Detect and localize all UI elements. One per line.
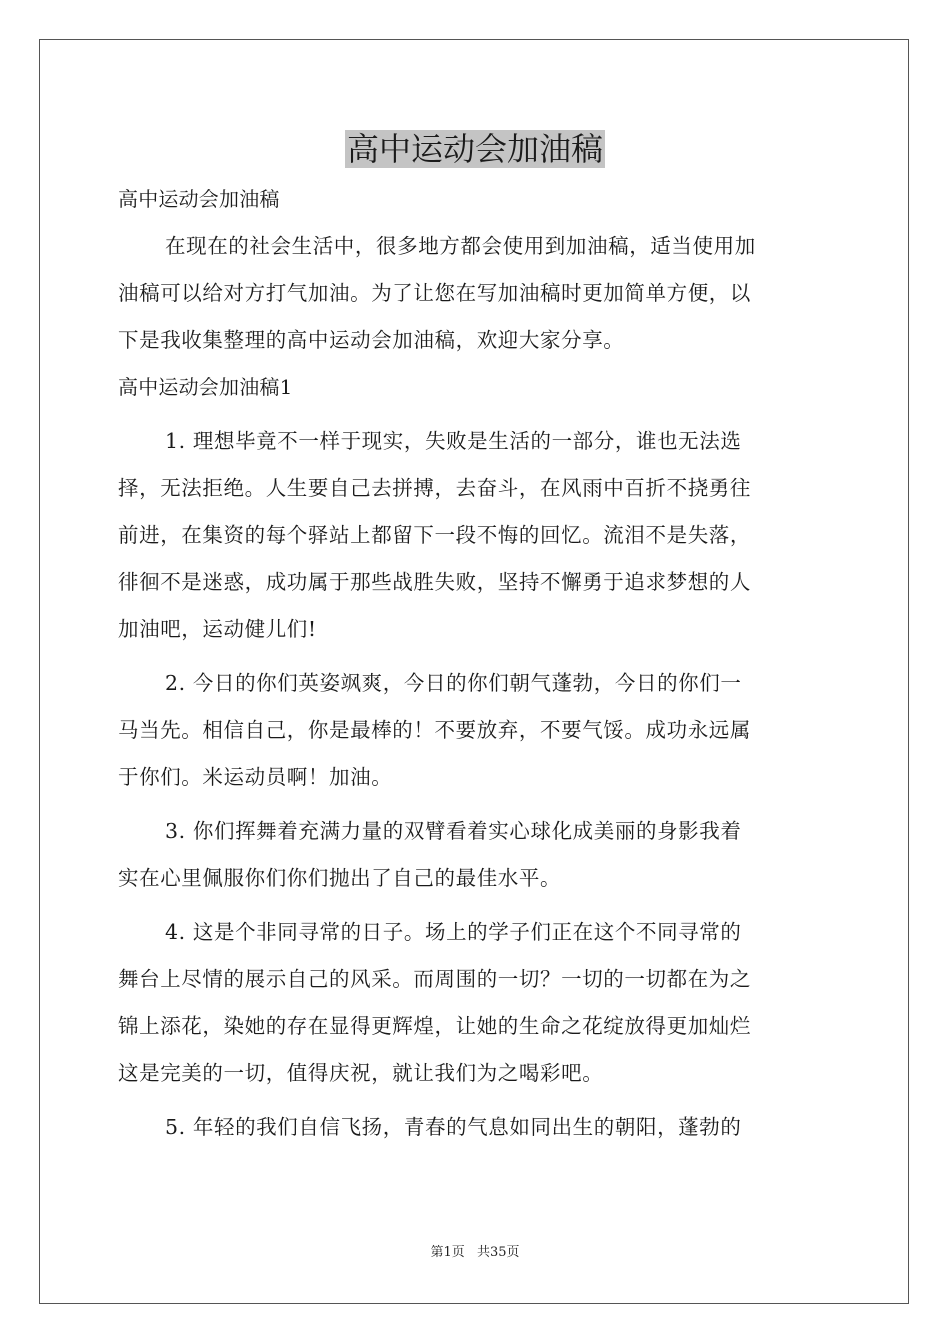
subtitle-line: 高中运动会加油稿 [118, 187, 280, 211]
page-number: 第1页 [430, 1245, 465, 1260]
paragraph-line: 5. 年轻的我们自信飞扬，青春的气息如同出生的朝阳，蓬勃的 [165, 1115, 742, 1139]
paragraph-line: 这是完美的一切，值得庆祝，就让我们为之喝彩吧。 [118, 1061, 604, 1085]
paragraph-line: 加油吧，运动健儿们! [118, 617, 317, 641]
paragraph-line: 在现在的社会生活中，很多地方都会使用到加油稿，适当使用加 [165, 234, 756, 258]
paragraph-line: 择，无法拒绝。人生要自己去拼搏，去奋斗，在风雨中百折不挠勇往 [118, 476, 751, 500]
paragraph-line: 前进，在集资的每个驿站上都留下一段不悔的回忆。流泪不是失落， [118, 523, 751, 547]
document-body [118, 176, 838, 1151]
paragraph-line: 舞台上尽情的展示自己的风采。而周围的一切？一切的一切都在为之 [118, 967, 751, 991]
paragraph-line: 2. 今日的你们英姿飒爽，今日的你们朝气蓬勃，今日的你们一 [165, 671, 742, 695]
paragraph-line: 锦上添花，染她的存在显得更辉煌，让她的生命之花绽放得更加灿烂 [118, 1014, 751, 1038]
paragraph-line: 1. 理想毕竟不一样于现实，失败是生活的一部分，谁也无法选 [165, 429, 742, 453]
section-heading: 高中运动会加油稿1 [118, 375, 293, 399]
document-title [0, 126, 950, 172]
page-total: 共35页 [476, 1245, 520, 1260]
paragraph-line: 油稿可以给对方打气加油。为了让您在写加油稿时更加简单方便，以 [118, 281, 751, 305]
paragraph-line: 4. 这是个非同寻常的日子。场上的学子们正在这个不同寻常的 [165, 920, 742, 944]
paragraph-line: 实在心里佩服你们你们抛出了自己的最佳水平。 [118, 866, 562, 890]
document-title-text: 高中运动会加油稿 [346, 130, 603, 168]
paragraph-line: 徘徊不是迷惑，成功属于那些战胜失败，坚持不懈勇于追求梦想的人 [118, 570, 751, 594]
paragraph-line: 3. 你们挥舞着充满力量的双臂看着实心球化成美丽的身影我着 [165, 819, 742, 843]
paragraph-line: 下是我收集整理的高中运动会加油稿，欢迎大家分享。 [118, 328, 625, 352]
paragraph-line: 马当先。相信自己，你是最棒的！不要放弃，不要气馁。成功永远属 [118, 718, 751, 742]
paragraph-line: 于你们。米运动员啊！加油。 [118, 765, 393, 789]
page-footer [0, 1244, 950, 1262]
